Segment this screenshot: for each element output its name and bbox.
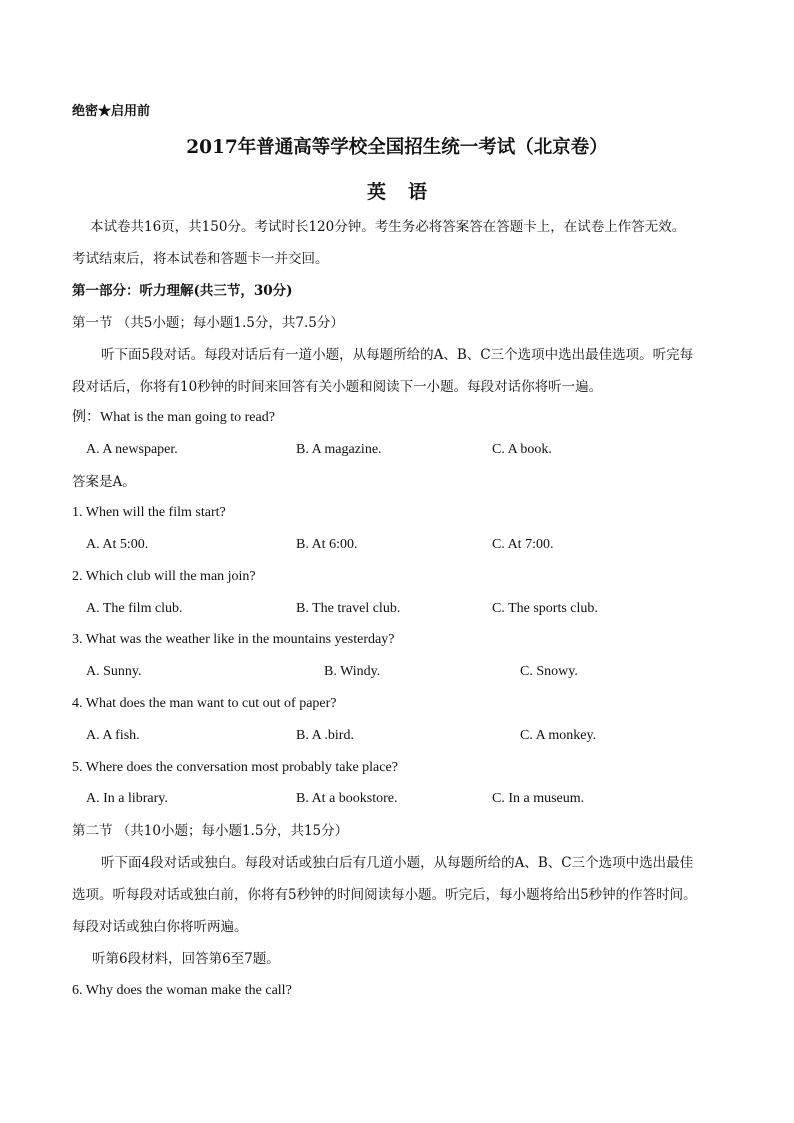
confidential-label: 绝密★启用前 xyxy=(72,104,151,119)
question-3: 3. What was the weather like in the mountains yesterday? xyxy=(72,632,395,647)
question-6: 6. Why does the woman make the call? xyxy=(72,983,292,998)
question-4-option-b: B. A .bird. xyxy=(296,728,354,743)
question-1-option-a: A. At 5:00. xyxy=(86,537,149,552)
part1-heading: 第一部分：听力理解(共三节，30分) xyxy=(72,283,293,299)
question-2-option-a: A. The film club. xyxy=(86,601,183,616)
question-1-option-c: C. At 7:00. xyxy=(492,537,554,552)
exam-title: 2017年普通高等学校全国招生统一考试（北京卷） xyxy=(186,137,608,158)
intro-line-1: 本试卷共16页，共150分。考试时长120分钟。考生务必将答案答在答题卡上，在试卷上作答无效。 xyxy=(90,219,686,235)
section2-instruction-2: 选项。听每段对话或独白前，你将有5秒钟的时间阅读每小题。听完后，每小题将给出5秒钟的作答时间。 xyxy=(72,887,697,903)
section2-heading: 第二节 （共10小题；每小题1.5分，共15分） xyxy=(72,823,349,839)
question-5-option-b: B. At a bookstore. xyxy=(296,791,398,806)
example-option-c: C. A book. xyxy=(492,442,552,457)
question-4-option-c: C. A monkey. xyxy=(520,728,597,743)
section2-instruction-1: 听下面4段对话或独白。每段对话或独白后有几道小题，从每题所给的A、B、C三个选项中选出最佳 xyxy=(101,855,694,871)
section1-instruction-2: 段对话后，你将有10秒钟的时间来回答有关小题和阅读下一小题。每段对话你将听一遍。 xyxy=(72,379,603,395)
question-4: 4. What does the man want to cut out of paper? xyxy=(72,696,337,711)
intro-line-2: 考试结束后，将本试卷和答题卡一并交回。 xyxy=(72,251,329,267)
material-6-instruction: 听第6段材料，回答第6至7题。 xyxy=(92,951,280,967)
question-5-option-c: C. In a museum. xyxy=(492,791,585,806)
question-1-option-b: B. At 6:00. xyxy=(296,537,358,552)
section1-heading: 第一节 （共5小题；每小题1.5分，共7.5分） xyxy=(72,315,344,331)
question-4-option-a: A. A fish. xyxy=(86,728,140,743)
example-question: 例：What is the man going to read? xyxy=(72,410,275,425)
question-2: 2. Which club will the man join? xyxy=(72,569,256,584)
question-1: 1. When will the film start? xyxy=(72,505,226,520)
question-2-option-c: C. The sports club. xyxy=(492,601,598,616)
section2-instruction-3: 每段对话或独白你将听两遍。 xyxy=(72,919,248,935)
question-3-option-c: C. Snowy. xyxy=(520,664,578,679)
question-3-option-b: B. Windy. xyxy=(324,664,381,679)
section1-instruction-1: 听下面5段对话。每段对话后有一道小题，从每题所给的A、B、C三个选项中选出最佳选项。听完每 xyxy=(101,347,694,363)
question-2-option-b: B. The travel club. xyxy=(296,601,401,616)
question-3-option-a: A. Sunny. xyxy=(86,664,142,679)
question-5-option-a: A. In a library. xyxy=(86,791,168,806)
question-5: 5. Where does the conversation most probably take place? xyxy=(72,760,398,775)
example-option-a: A. A newspaper. xyxy=(86,442,178,457)
example-answer: 答案是A。 xyxy=(72,474,136,490)
example-option-b: B. A magazine. xyxy=(296,442,382,457)
subject-title: 英语 xyxy=(366,181,449,203)
